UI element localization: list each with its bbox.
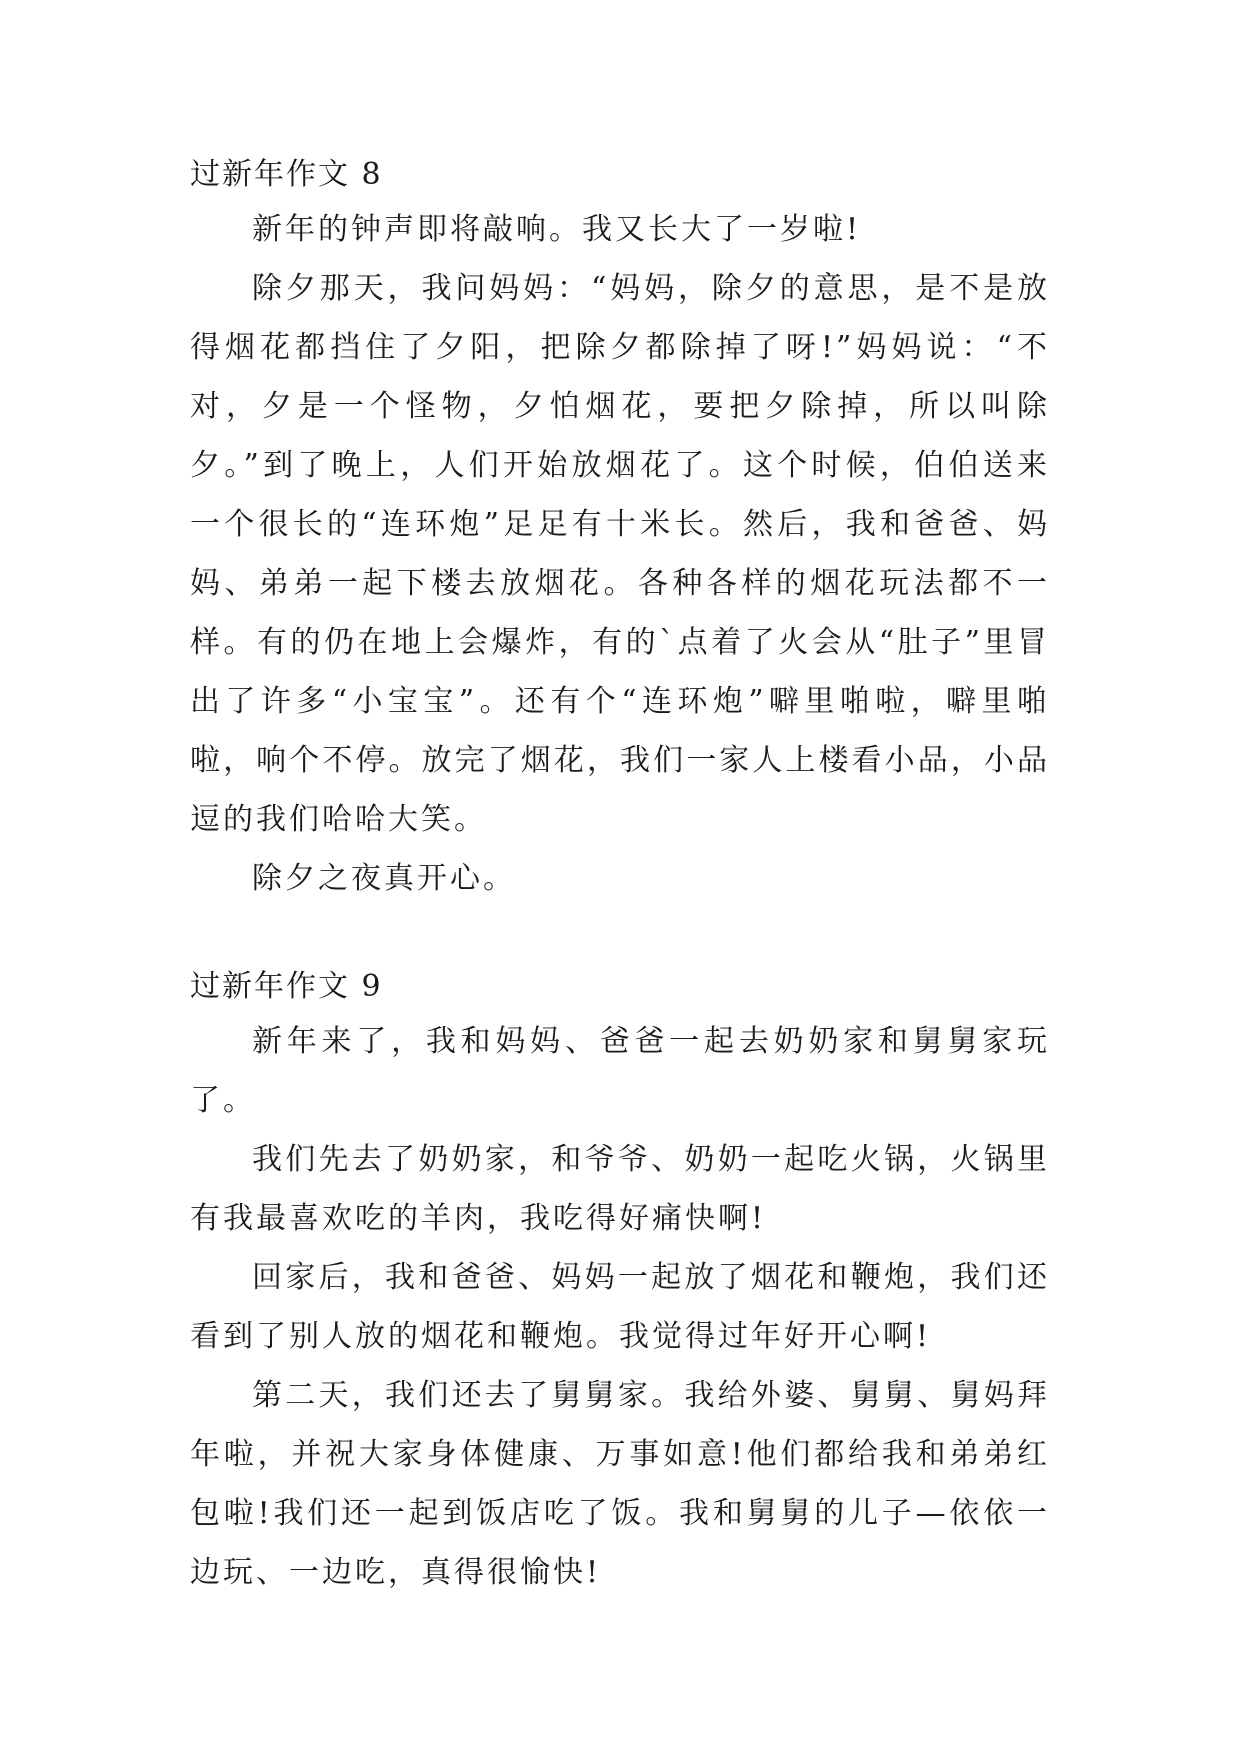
essay-paragraph: 第二天，我们还去了舅舅家。我给外婆、舅舅、舅妈拜年啦，并祝大家身体健康、万事如意!他们都给我和弟弟红包啦!我们还一起到饭店吃了饭。我和舅舅的儿子—依依一边玩、一边吃，真得很愉快! bbox=[190, 1378, 1050, 1590]
essay-paragraph: 除夕之夜真开心。 bbox=[252, 861, 516, 896]
essay-8 bbox=[190, 157, 1050, 908]
essay-9 bbox=[190, 969, 1050, 1602]
essay-paragraph: 回家后，我和爸爸、妈妈一起放了烟花和鞭炮，我们还看到了别人放的烟花和鞭炮。我觉得过年好开心啊! bbox=[190, 1260, 1050, 1354]
essay-title: 过新年作文 8 bbox=[190, 157, 383, 192]
essay-paragraph: 新年来了，我和妈妈、爸爸一起去奶奶家和舅舅家玩了。 bbox=[190, 1024, 1050, 1118]
essay-paragraph: 新年的钟声即将敲响。我又长大了一岁啦! bbox=[252, 212, 862, 247]
essay-paragraph: 我们先去了奶奶家，和爷爷、奶奶一起吃火锅，火锅里有我最喜欢吃的羊肉，我吃得好痛快啊! bbox=[190, 1142, 1050, 1236]
essay-title: 过新年作文 9 bbox=[190, 969, 383, 1004]
essay-paragraph: 除夕那天，我问妈妈：“妈妈，除夕的意思，是不是放得烟花都挡住了夕阳，把除夕都除掉了呀!”妈妈说：“不对，夕是一个怪物，夕怕烟花，要把夕除掉，所以叫除夕。”到了晚上，人们开始放烟花了。这个时候，伯伯送来一个很长的“连环炮”足足有十米长。然后，我和爸爸、妈妈、弟弟一起下楼去放烟花。各种各样的烟花玩法都不一样。有的仍在地上会爆炸，有的`点着了火会从“肚子”里冒出了许多“小宝宝”。还有个“连环炮”噼里啪啦，噼里啪啦，响个不停。放完了烟花，我们一家人上楼看小品，小品逗的我们哈哈大笑。 bbox=[190, 271, 1050, 837]
